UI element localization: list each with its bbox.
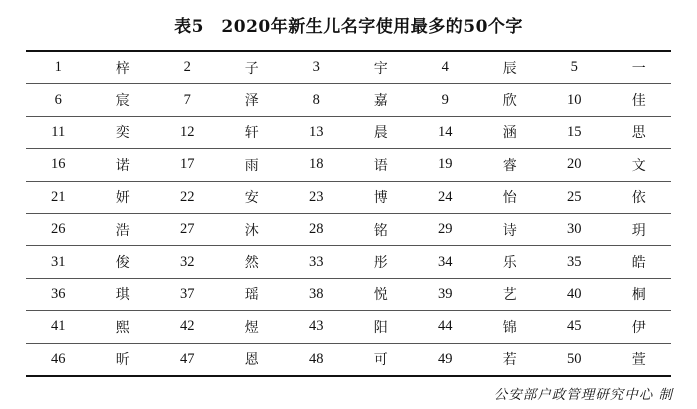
rank-cell: 18	[284, 149, 349, 181]
rank-cell: 16	[26, 149, 91, 181]
rank-cell: 46	[51, 350, 66, 367]
rank-cell: 9	[413, 84, 478, 116]
rank-cell: 39	[413, 278, 478, 310]
character-cell: 语	[349, 149, 414, 181]
character-cell: 彤	[349, 246, 414, 278]
table-row	[26, 52, 671, 84]
rank-cell: 3	[284, 52, 349, 84]
character-cell: 梓	[91, 52, 156, 84]
rank-cell: 15	[542, 116, 607, 148]
character-cell: 瑶	[220, 278, 285, 310]
character-cell: 然	[220, 246, 285, 278]
character-cell: 锦	[478, 311, 543, 343]
rank-cell: 11	[26, 116, 91, 148]
character-cell: 晨	[349, 116, 414, 148]
character-cell: 轩	[220, 116, 285, 148]
rank-cell: 10	[542, 84, 607, 116]
character-cell: 萱	[631, 352, 646, 369]
rank-cell: 41	[26, 311, 91, 343]
rank-cell: 43	[284, 311, 349, 343]
character-cell: 泽	[220, 84, 285, 116]
rank-cell: 2	[155, 52, 220, 84]
rank-cell: 38	[284, 278, 349, 310]
rank-cell: 6	[26, 84, 91, 116]
rank-cell: 21	[26, 181, 91, 213]
rank-cell: 49	[438, 350, 453, 367]
source-note: 公安部户政管理研究中心 制	[493, 387, 673, 403]
character-cell: 诗	[478, 213, 543, 245]
rank-cell: 19	[413, 149, 478, 181]
character-cell: 若	[502, 352, 517, 369]
character-cell: 伊	[607, 311, 672, 343]
character-cell: 怡	[478, 181, 543, 213]
character-cell: 辰	[478, 52, 543, 84]
table-row	[26, 181, 671, 213]
character-cell: 琪	[91, 278, 156, 310]
character-cell: 诺	[91, 149, 156, 181]
table-title: 表5 2020年新生儿名字使用最多的50个字	[174, 17, 523, 37]
rank-cell: 22	[155, 181, 220, 213]
character-cell: 桐	[607, 278, 672, 310]
rank-cell: 23	[284, 181, 349, 213]
character-cell: 沐	[220, 213, 285, 245]
table-row	[26, 343, 671, 375]
rank-cell: 26	[26, 213, 91, 245]
rank-cell: 35	[542, 246, 607, 278]
character-cell: 安	[220, 181, 285, 213]
character-cell: 涵	[478, 116, 543, 148]
rank-cell: 42	[155, 311, 220, 343]
rank-cell: 37	[155, 278, 220, 310]
character-cell: 佳	[607, 84, 672, 116]
character-cell: 可	[373, 352, 388, 369]
character-cell: 宇	[349, 52, 414, 84]
rank-cell: 45	[542, 311, 607, 343]
table-row	[26, 84, 671, 116]
rank-cell: 33	[284, 246, 349, 278]
character-cell: 雨	[220, 149, 285, 181]
character-cell: 博	[349, 181, 414, 213]
rank-cell: 12	[155, 116, 220, 148]
character-cell: 宸	[91, 84, 156, 116]
rank-cell: 7	[155, 84, 220, 116]
rank-cell: 8	[284, 84, 349, 116]
rank-cell: 31	[26, 246, 91, 278]
rank-cell: 29	[413, 213, 478, 245]
rank-cell: 50	[567, 350, 582, 367]
character-cell: 奕	[91, 116, 156, 148]
character-cell: 妍	[91, 181, 156, 213]
rank-cell: 17	[155, 149, 220, 181]
character-cell: 皓	[607, 246, 672, 278]
character-cell: 一	[607, 52, 672, 84]
rank-cell: 5	[542, 52, 607, 84]
character-cell: 阳	[349, 311, 414, 343]
character-cell: 思	[607, 116, 672, 148]
character-cell: 悦	[349, 278, 414, 310]
table-row	[26, 149, 671, 181]
table-row	[26, 278, 671, 310]
character-cell: 煜	[220, 311, 285, 343]
character-cell: 熙	[91, 311, 156, 343]
rank-cell: 47	[180, 350, 195, 367]
rank-cell: 34	[413, 246, 478, 278]
rank-cell: 48	[309, 350, 324, 367]
rank-cell: 36	[26, 278, 91, 310]
rank-cell: 13	[284, 116, 349, 148]
rank-cell: 44	[413, 311, 478, 343]
rank-cell: 28	[284, 213, 349, 245]
rank-cell: 1	[26, 52, 91, 84]
rank-cell: 25	[542, 181, 607, 213]
rank-cell: 32	[155, 246, 220, 278]
character-cell: 昕	[115, 352, 130, 369]
character-cell: 浩	[91, 213, 156, 245]
rank-cell: 40	[542, 278, 607, 310]
character-cell: 俊	[91, 246, 156, 278]
character-cell: 恩	[244, 352, 259, 369]
table-row	[26, 246, 671, 278]
character-cell: 铭	[349, 213, 414, 245]
character-cell: 文	[607, 149, 672, 181]
character-cell: 睿	[478, 149, 543, 181]
character-cell: 依	[607, 181, 672, 213]
rank-cell: 30	[542, 213, 607, 245]
names-table-grid	[26, 52, 671, 375]
character-cell: 玥	[607, 213, 672, 245]
names-table	[26, 50, 671, 377]
character-cell: 子	[220, 52, 285, 84]
rank-cell: 24	[413, 181, 478, 213]
rank-cell: 27	[155, 213, 220, 245]
table-row	[26, 311, 671, 343]
character-cell: 艺	[478, 278, 543, 310]
rank-cell: 20	[542, 149, 607, 181]
character-cell: 乐	[478, 246, 543, 278]
rank-cell: 14	[413, 116, 478, 148]
character-cell: 欣	[478, 84, 543, 116]
rank-cell: 4	[413, 52, 478, 84]
table-row	[26, 116, 671, 148]
character-cell: 嘉	[349, 84, 414, 116]
table-row	[26, 213, 671, 245]
